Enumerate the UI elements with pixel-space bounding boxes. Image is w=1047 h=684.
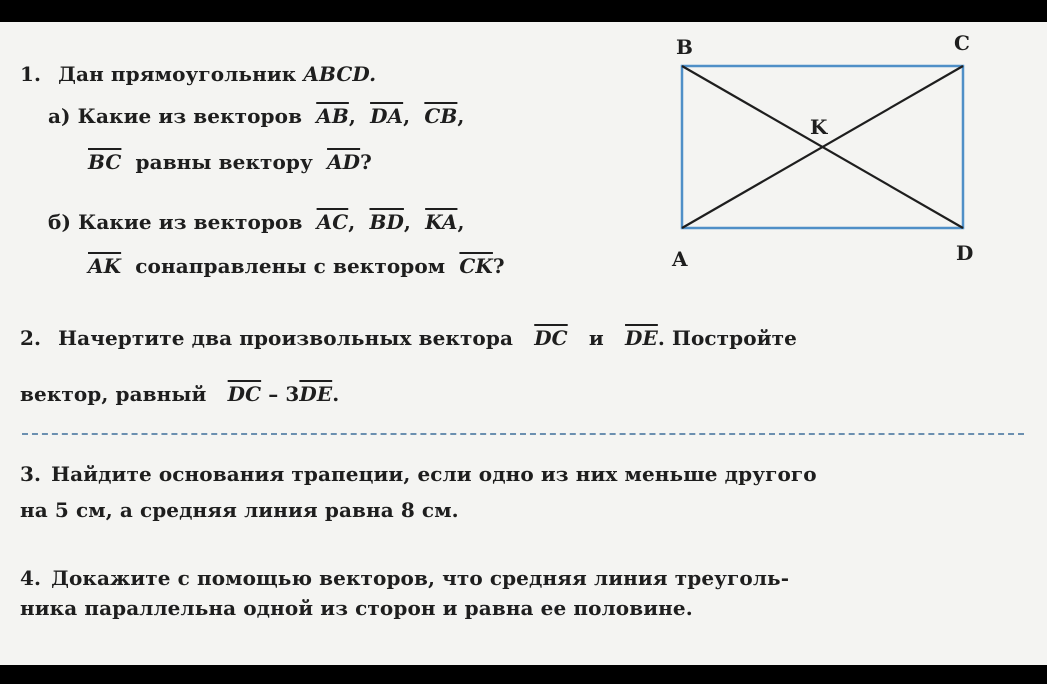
task3-line2 bbox=[20, 498, 459, 522]
vertex-label-a: A bbox=[672, 247, 688, 271]
vector-ad: $\overline{AD}$ bbox=[327, 150, 361, 174]
task1a-line1 bbox=[48, 104, 464, 128]
task4-line1 bbox=[20, 566, 789, 590]
task4-text1: Докажите с помощью векторов, что средняя линия треуголь- bbox=[51, 566, 790, 590]
expr-vector-de: $\overline{DE}$ bbox=[299, 382, 333, 406]
bottom-border bbox=[0, 665, 1047, 684]
task3-text2: на 5 см, а средняя линия равна 8 см. bbox=[20, 498, 459, 522]
task1-heading bbox=[20, 62, 376, 86]
task1b-line1 bbox=[48, 210, 465, 234]
expr-end: . bbox=[332, 382, 340, 406]
task2-and: и bbox=[588, 326, 604, 350]
question-mark: ? bbox=[360, 150, 372, 174]
task3-text1: Найдите основания трапеции, если одно из них меньше другого bbox=[51, 462, 817, 486]
vector-ka: $\overline{KA}$ bbox=[425, 210, 458, 234]
comma: , bbox=[457, 104, 465, 128]
task2-text3: вектор, равный bbox=[20, 382, 207, 406]
comma: , bbox=[348, 210, 356, 234]
task4-text2: ника параллельна одной из сторон и равна ее половине. bbox=[20, 596, 693, 620]
expr-operator: – 3 bbox=[261, 382, 300, 406]
task1b-text2: сонаправлены с вектором bbox=[135, 254, 446, 278]
task1a-label: а) Какие из векторов bbox=[48, 104, 303, 128]
task3-number: 3. bbox=[20, 462, 42, 486]
task1a-line2 bbox=[88, 150, 372, 174]
vector-ck: $\overline{CK}$ bbox=[459, 254, 493, 278]
task1b-line2 bbox=[88, 254, 505, 278]
task2-line2 bbox=[20, 382, 339, 406]
vector-ac: $\overline{AC}$ bbox=[316, 210, 349, 234]
point-label-k: K bbox=[810, 115, 828, 139]
comma: , bbox=[457, 210, 465, 234]
vertex-label-d: D bbox=[956, 241, 974, 265]
vector-bd: $\overline{BD}$ bbox=[369, 210, 404, 234]
rectangle-figure bbox=[660, 22, 1000, 282]
comma: , bbox=[403, 104, 411, 128]
vector-da: $\overline{DA}$ bbox=[370, 104, 404, 128]
comma: , bbox=[403, 210, 411, 234]
vector-dc: $\overline{DC}$ bbox=[534, 326, 568, 350]
task4-number: 4. bbox=[20, 566, 42, 590]
task1a-text2: равны вектору bbox=[135, 150, 313, 174]
vector-ak: $\overline{AK}$ bbox=[88, 254, 122, 278]
task1b-label: б) Какие из векторов bbox=[48, 210, 303, 234]
vector-bc: $\overline{BC}$ bbox=[88, 150, 122, 174]
dashed-separator bbox=[22, 433, 1024, 435]
task2-line1 bbox=[20, 326, 797, 350]
question-mark: ? bbox=[492, 254, 505, 278]
expr-vector-dc: $\overline{DC}$ bbox=[227, 382, 262, 406]
vector-ab: $\overline{AB}$ bbox=[316, 104, 349, 128]
vector-cb: $\overline{CB}$ bbox=[424, 104, 458, 128]
comma: , bbox=[348, 104, 356, 128]
task1-intro: Дан прямоугольник bbox=[58, 62, 297, 86]
vertex-label-c: C bbox=[954, 31, 970, 55]
task1-rect-name: ABCD. bbox=[303, 62, 377, 86]
task2-text1: Начертите два произвольных вектора bbox=[58, 326, 514, 350]
task3-line1 bbox=[20, 462, 817, 486]
vector-de: $\overline{DE}$ bbox=[625, 326, 658, 350]
vertex-label-b: B bbox=[676, 35, 693, 59]
task1-number: 1. bbox=[20, 62, 42, 86]
task2-text2: . Постройте bbox=[657, 326, 797, 350]
task4-line2 bbox=[20, 596, 693, 620]
task2-number: 2. bbox=[20, 326, 42, 350]
